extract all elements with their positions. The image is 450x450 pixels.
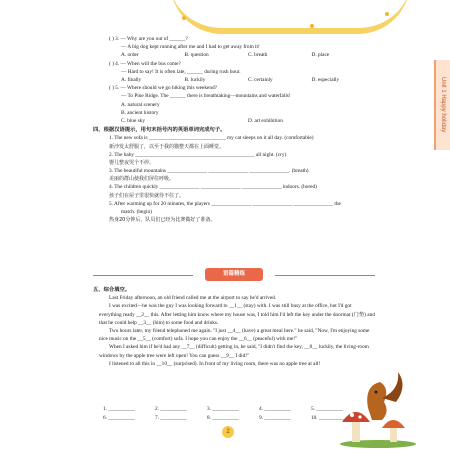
passage-paragraph: Last Friday afternoon, an old friend called me at the airport to say he'd arrived. xyxy=(109,295,277,302)
passage-paragraph: When I asked him if he'd had any __7__ (difficult) getting in, he said, "I didn't find the key, __8__ luckily, the living-room windows by the apple tree were left open! You can guess __9__ I did!" xyxy=(99,344,369,359)
banner-rule-left xyxy=(93,275,193,276)
decorative-dot xyxy=(182,16,186,20)
mc-question-4: ( ) 4. — When will the bus come? — Hard to say! It is often late, ______ during rush hour. A. finally B. luckily C. certainly D. especially xyxy=(93,60,375,85)
decorative-dot xyxy=(385,12,389,16)
answer-blank-5[interactable]: 5. __________ xyxy=(311,406,343,412)
answer-blank-7[interactable]: 7. __________ xyxy=(155,415,187,421)
answer-blank-10[interactable]: 10. __________ xyxy=(311,415,346,421)
mushroom-cap-icon xyxy=(342,412,370,422)
unit-side-label: Unit 1 Happy holiday xyxy=(440,77,446,133)
answer-blank-9[interactable]: 9. __________ xyxy=(259,415,291,421)
squirrel-icon xyxy=(367,382,386,420)
options: A. natural scenery B. ancient history xyxy=(121,101,160,116)
section-banner xyxy=(93,268,375,282)
answer-blank-3[interactable]: 3. __________ xyxy=(207,406,239,412)
banner-label: 语篇精练 xyxy=(205,268,263,281)
section-4-items: 1. The new sofa is _____________________________ my cat sleeps on it all day. (comfortable) 新沙发太舒服了，以至于我的猫整天都在上面睡觉。 2. The baby _____________________________________________ all night. (cry) 婴儿整夜哭个不停。 3. The beautiful mountains _______________ _______________ _______________. (breath) 美丽的群山使我们屏住呼吸。 4. The children quickly _______________ _______________ _______________ indoors. (bored) 孩子们在屋子里很快就待不住了。 5. After warming up for 20 minutes, the players _______________ _______________ _______________ the match. (begin) 热身20分钟后，队员们已经为比赛做好了准备。 xyxy=(109,135,341,224)
mushroom-stem-icon xyxy=(390,426,397,442)
mushroom-squirrel-illustration xyxy=(338,368,416,448)
answer-blank-8[interactable]: 8. __________ xyxy=(207,415,239,421)
answer-blank-4[interactable]: 4. __________ xyxy=(259,406,291,412)
passage-paragraph: Two hours later, my friend telephoned me again. "I just __4__ (have) a great meal here." he said, "Now, I'm enjoying some nice music on the __5__ (comfort) sofa. I hope you can enjoy the __6__ (peaceful) with me!" xyxy=(99,328,370,343)
squirrel-tail-icon xyxy=(382,372,403,402)
options: A. finally B. luckily C. certainly D. especially xyxy=(121,76,340,83)
answer-blank-6[interactable]: 6. __________ xyxy=(103,415,135,421)
banner-rule-right xyxy=(275,275,375,276)
decorative-dot xyxy=(310,24,314,28)
decorative-arc xyxy=(170,0,410,34)
answer-blank-2[interactable]: 2. __________ xyxy=(155,406,187,412)
section-4-title: 四、根据汉语提示，用句末括号内的英语单词完成句子。 xyxy=(93,127,226,134)
passage-paragraph: I was excited—he was the guy I was looking forward to __1__ (stay) with. I was still busy at the office, but I'd got everything ready __2__ this. After letting him know where my house was, I told him I'd left the key under the doormat (门垫) and that he could help __3__ (him) to some food and drinks. xyxy=(99,303,375,326)
mc-question-3: ( ) 3. — Why are you out of ______? — A big dog kept running after me and I had to get away from it! A. order B. question C. breath D. place xyxy=(93,35,375,60)
mushroom-stem-icon xyxy=(352,420,360,442)
page-number: 2 xyxy=(222,426,234,438)
mushroom-cap-icon xyxy=(382,420,405,428)
mc-question-5: ( ) 5. — Where should we go hiking this weekend? — To Pine Ridge. The ______ there is breathtaking—mountains and waterfalls! A. natural scenery B. ancient history C. blue sky D. art exhibition xyxy=(93,84,375,125)
exercise-content xyxy=(93,35,375,224)
answer-blanks xyxy=(103,405,363,423)
answer-blank-1[interactable]: 1. __________ xyxy=(103,406,135,412)
options: A. order B. question C. breath D. place xyxy=(121,52,330,59)
passage-paragraph: I listened to all this in __10__ (surprised). In front of my living room, there was no apple tree at all! xyxy=(109,360,321,367)
section-5-title: 五、综合填空。 xyxy=(93,287,131,293)
grass-icon xyxy=(340,440,416,448)
cloze-section xyxy=(93,285,375,368)
